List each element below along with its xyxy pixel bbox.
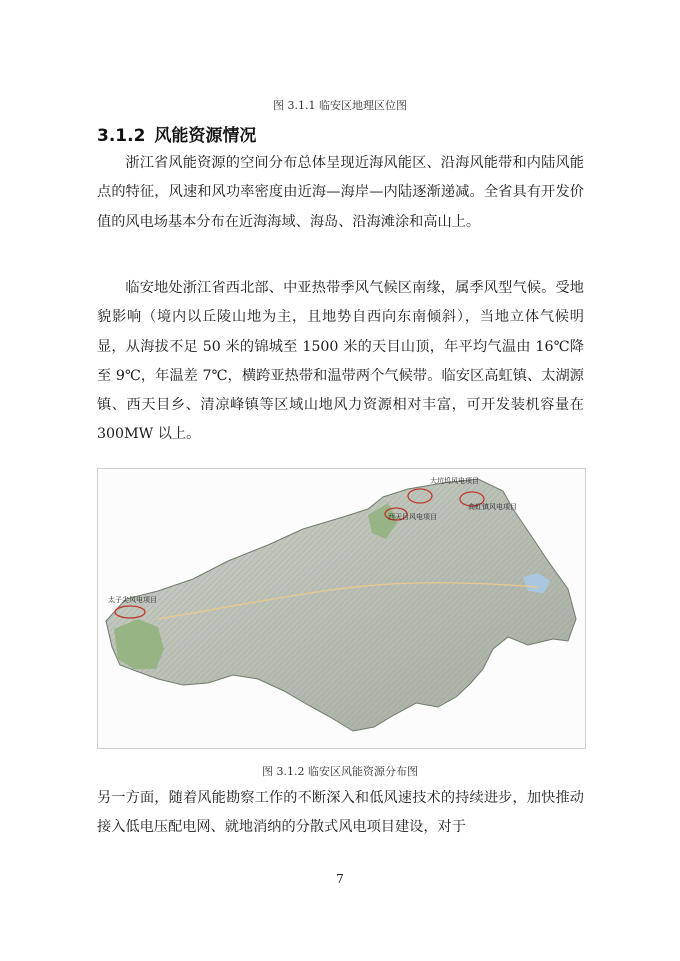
paragraph-zhejiang-wind: 浙江省风能资源的空间分布总体呈现近海风能区、沿海风能带和内陆风能点的特征，风速和风功率密度由近海—海岸—内陆逐渐递减。全省具有开发价值的风电场基本分布在近海海域、海岛、沿海滩涂和高山上。 <box>97 155 584 230</box>
figure-caption-location: 图 3.1.1 临安区地理区位图 <box>273 99 407 112</box>
section-heading <box>97 121 256 146</box>
page-number: 7 <box>336 872 344 886</box>
section-title: 风能资源情况 <box>154 126 257 146</box>
figure-caption-wind-map: 图 3.1.2 临安区风能资源分布图 <box>262 765 418 778</box>
paragraph-linan-climate: 临安地处浙江省西北部、中亚热带季风气候区南缘，属季风型气候。受地貌影响（境内以丘陵山地为主，且地势自西向东南倾斜），当地立体气候明显，从海拔不足 50 米的锦城至 1500 米的天目山顶，年平均气温由 16℃降至 9℃，年温差 7℃，横跨亚热带和温带两个气候带。临安区高虹镇、太湖源镇、西天目乡、清凉峰镇等区域山地风力资源相对丰富，可开发装机容量在 300MW 以上。 <box>97 280 584 443</box>
section-number: 3.1.2 <box>97 126 146 146</box>
map-label-gaohong: 高虹镇风电项目 <box>468 503 517 511</box>
map-label-tianmu: 西天目风电项目 <box>388 513 437 521</box>
paragraph-closing: 另一方面，随着风能勘察工作的不断深入和低风速技术的持续进步，加快推动接入低电压配电网、就地消纳的分散式风电项目建设，对于 <box>97 790 584 836</box>
map-label-taizijian: 太子尖风电项目 <box>108 596 157 604</box>
map-canvas <box>98 469 585 748</box>
map-label-dongkeng: 大坑坞风电项目 <box>430 477 479 485</box>
wind-resource-map <box>97 468 586 749</box>
